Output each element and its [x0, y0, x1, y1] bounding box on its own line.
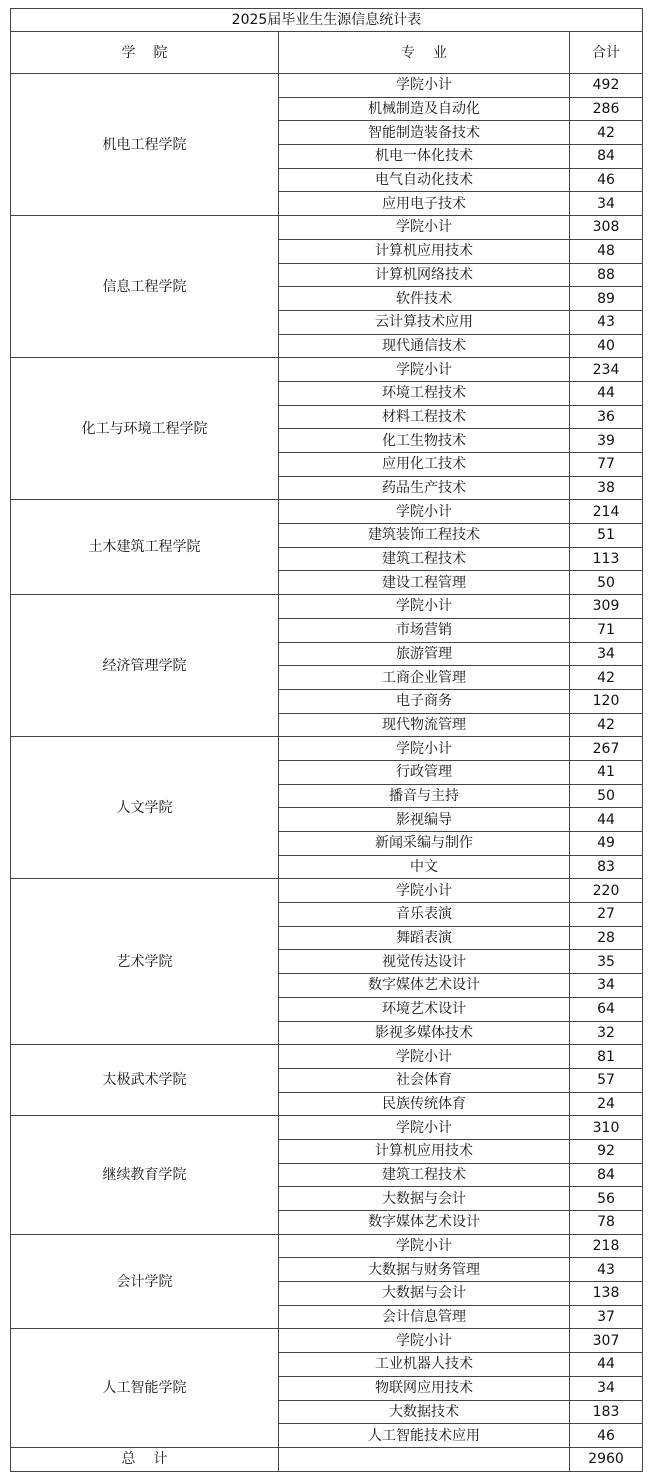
- student-count-cell: 42: [570, 713, 643, 737]
- student-count-cell: 267: [570, 737, 643, 761]
- major-name-cell: 软件技术: [279, 287, 570, 311]
- major-name-cell: 数字媒体艺术设计: [279, 974, 570, 998]
- major-name-cell: 大数据与财务管理: [279, 1258, 570, 1282]
- student-count-cell: 218: [570, 1234, 643, 1258]
- major-name-cell: 学院小计: [279, 1045, 570, 1069]
- major-name-cell: 化工生物技术: [279, 429, 570, 453]
- major-name-cell: 人工智能技术应用: [279, 1424, 570, 1448]
- student-count-cell: 40: [570, 334, 643, 358]
- student-count-cell: 113: [570, 547, 643, 571]
- major-name-cell: 大数据与会计: [279, 1187, 570, 1211]
- major-name-cell: 应用电子技术: [279, 192, 570, 216]
- major-name-cell: 建筑工程技术: [279, 1163, 570, 1187]
- major-name-cell: 现代通信技术: [279, 334, 570, 358]
- major-name-cell: 数字媒体艺术设计: [279, 1211, 570, 1235]
- major-name-cell: 智能制造装备技术: [279, 121, 570, 145]
- student-count-cell: 77: [570, 453, 643, 477]
- student-count-cell: 34: [570, 642, 643, 666]
- student-count-cell: 44: [570, 808, 643, 832]
- student-count-cell: 41: [570, 760, 643, 784]
- grand-total-empty-cell: [279, 1447, 570, 1471]
- major-name-cell: 学院小计: [279, 1116, 570, 1140]
- major-name-cell: 播音与主持: [279, 784, 570, 808]
- student-count-cell: 71: [570, 618, 643, 642]
- major-name-cell: 环境艺术设计: [279, 997, 570, 1021]
- table-title: 2025届毕业生生源信息统计表: [11, 9, 643, 32]
- major-name-cell: 材料工程技术: [279, 405, 570, 429]
- college-subtotal-row: [11, 879, 643, 903]
- student-count-cell: 81: [570, 1045, 643, 1069]
- grand-total-row: [11, 1447, 643, 1471]
- student-count-cell: 43: [570, 310, 643, 334]
- college-name-cell: 太极武术学院: [11, 1045, 279, 1116]
- major-name-cell: 电气自动化技术: [279, 168, 570, 192]
- major-name-cell: 建设工程管理: [279, 571, 570, 595]
- major-name-cell: 药品生产技术: [279, 476, 570, 500]
- college-subtotal-row: [11, 1234, 643, 1258]
- major-name-cell: 学院小计: [279, 737, 570, 761]
- graduate-statistics-table: [10, 8, 643, 1472]
- major-name-cell: 学院小计: [279, 74, 570, 98]
- student-count-cell: 35: [570, 950, 643, 974]
- major-name-cell: 建筑装饰工程技术: [279, 524, 570, 548]
- major-name-cell: 社会体育: [279, 1068, 570, 1092]
- student-count-cell: 51: [570, 524, 643, 548]
- header-row: [11, 32, 643, 74]
- major-name-cell: 环境工程技术: [279, 381, 570, 405]
- student-count-cell: 84: [570, 145, 643, 169]
- major-name-cell: 影视多媒体技术: [279, 1021, 570, 1045]
- student-count-cell: 57: [570, 1068, 643, 1092]
- student-count-cell: 39: [570, 429, 643, 453]
- student-count-cell: 50: [570, 784, 643, 808]
- student-count-cell: 46: [570, 168, 643, 192]
- major-name-cell: 旅游管理: [279, 642, 570, 666]
- college-name-cell: 信息工程学院: [11, 216, 279, 358]
- college-name-cell: 继续教育学院: [11, 1116, 279, 1234]
- college-name-cell: 人文学院: [11, 737, 279, 879]
- major-name-cell: 视觉传达设计: [279, 950, 570, 974]
- major-name-cell: 学院小计: [279, 879, 570, 903]
- college-name-cell: 化工与环境工程学院: [11, 358, 279, 500]
- student-count-cell: 307: [570, 1329, 643, 1353]
- major-name-cell: 行政管理: [279, 760, 570, 784]
- major-name-cell: 新闻采编与制作: [279, 832, 570, 856]
- student-count-cell: 44: [570, 381, 643, 405]
- student-count-cell: 56: [570, 1187, 643, 1211]
- student-count-cell: 83: [570, 855, 643, 879]
- student-count-cell: 27: [570, 903, 643, 927]
- major-name-cell: 民族传统体育: [279, 1092, 570, 1116]
- student-count-cell: 32: [570, 1021, 643, 1045]
- student-count-cell: 34: [570, 974, 643, 998]
- student-count-cell: 308: [570, 216, 643, 240]
- major-name-cell: 机械制造及自动化: [279, 97, 570, 121]
- major-name-cell: 学院小计: [279, 1234, 570, 1258]
- student-count-cell: 234: [570, 358, 643, 382]
- major-column-header: 专业: [279, 32, 570, 74]
- grand-total-value: 2960: [570, 1447, 643, 1471]
- student-count-cell: 286: [570, 97, 643, 121]
- major-name-cell: 市场营销: [279, 618, 570, 642]
- major-name-cell: 应用化工技术: [279, 453, 570, 477]
- student-count-cell: 183: [570, 1400, 643, 1424]
- student-count-cell: 24: [570, 1092, 643, 1116]
- student-count-cell: 138: [570, 1282, 643, 1306]
- college-name-cell: 机电工程学院: [11, 74, 279, 216]
- major-name-cell: 云计算技术应用: [279, 310, 570, 334]
- college-subtotal-row: [11, 595, 643, 619]
- student-count-cell: 44: [570, 1353, 643, 1377]
- student-count-cell: 42: [570, 666, 643, 690]
- student-count-cell: 36: [570, 405, 643, 429]
- student-count-cell: 37: [570, 1305, 643, 1329]
- major-name-cell: 大数据技术: [279, 1400, 570, 1424]
- student-count-cell: 310: [570, 1116, 643, 1140]
- college-subtotal-row: [11, 500, 643, 524]
- student-count-cell: 38: [570, 476, 643, 500]
- student-count-cell: 49: [570, 832, 643, 856]
- major-name-cell: 会计信息管理: [279, 1305, 570, 1329]
- major-name-cell: 音乐表演: [279, 903, 570, 927]
- college-subtotal-row: [11, 737, 643, 761]
- table-body: [11, 9, 643, 1472]
- major-name-cell: 中文: [279, 855, 570, 879]
- major-name-cell: 学院小计: [279, 358, 570, 382]
- student-count-cell: 46: [570, 1424, 643, 1448]
- major-name-cell: 工业机器人技术: [279, 1353, 570, 1377]
- grand-total-label: 总计: [11, 1447, 279, 1471]
- major-name-cell: 工商企业管理: [279, 666, 570, 690]
- major-name-cell: 物联网应用技术: [279, 1376, 570, 1400]
- student-count-cell: 48: [570, 239, 643, 263]
- student-count-cell: 120: [570, 689, 643, 713]
- student-count-cell: 220: [570, 879, 643, 903]
- college-subtotal-row: [11, 1045, 643, 1069]
- major-name-cell: 学院小计: [279, 216, 570, 240]
- student-count-cell: 50: [570, 571, 643, 595]
- college-name-cell: 经济管理学院: [11, 595, 279, 737]
- major-name-cell: 计算机应用技术: [279, 239, 570, 263]
- major-name-cell: 学院小计: [279, 500, 570, 524]
- student-count-cell: 492: [570, 74, 643, 98]
- total-column-header: 合计: [570, 32, 643, 74]
- college-name-cell: 艺术学院: [11, 879, 279, 1045]
- student-count-cell: 78: [570, 1211, 643, 1235]
- student-count-cell: 309: [570, 595, 643, 619]
- student-count-cell: 43: [570, 1258, 643, 1282]
- major-name-cell: 现代物流管理: [279, 713, 570, 737]
- student-count-cell: 88: [570, 263, 643, 287]
- college-subtotal-row: [11, 358, 643, 382]
- title-row: [11, 9, 643, 32]
- statistics-table-container: [10, 8, 642, 1472]
- college-name-cell: 土木建筑工程学院: [11, 500, 279, 595]
- student-count-cell: 84: [570, 1163, 643, 1187]
- major-name-cell: 建筑工程技术: [279, 547, 570, 571]
- college-subtotal-row: [11, 1329, 643, 1353]
- student-count-cell: 34: [570, 192, 643, 216]
- college-subtotal-row: [11, 1116, 643, 1140]
- student-count-cell: 89: [570, 287, 643, 311]
- college-subtotal-row: [11, 74, 643, 98]
- major-name-cell: 学院小计: [279, 595, 570, 619]
- major-name-cell: 舞蹈表演: [279, 926, 570, 950]
- student-count-cell: 42: [570, 121, 643, 145]
- student-count-cell: 34: [570, 1376, 643, 1400]
- student-count-cell: 92: [570, 1139, 643, 1163]
- college-column-header: 学院: [11, 32, 279, 74]
- student-count-cell: 214: [570, 500, 643, 524]
- major-name-cell: 机电一体化技术: [279, 145, 570, 169]
- major-name-cell: 计算机应用技术: [279, 1139, 570, 1163]
- college-name-cell: 会计学院: [11, 1234, 279, 1329]
- major-name-cell: 大数据与会计: [279, 1282, 570, 1306]
- student-count-cell: 28: [570, 926, 643, 950]
- major-name-cell: 影视编导: [279, 808, 570, 832]
- major-name-cell: 学院小计: [279, 1329, 570, 1353]
- college-name-cell: 人工智能学院: [11, 1329, 279, 1447]
- college-subtotal-row: [11, 216, 643, 240]
- student-count-cell: 64: [570, 997, 643, 1021]
- major-name-cell: 电子商务: [279, 689, 570, 713]
- major-name-cell: 计算机网络技术: [279, 263, 570, 287]
